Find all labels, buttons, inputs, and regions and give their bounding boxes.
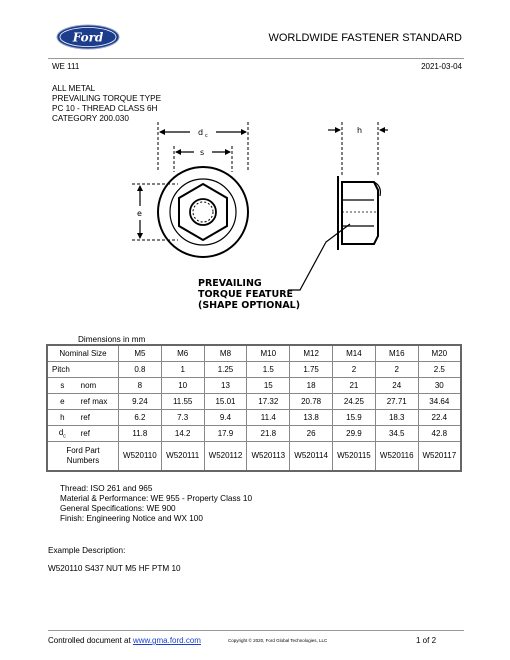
e-dimension-label: e	[137, 209, 142, 218]
feature-label-line: (SHAPE OPTIONAL)	[198, 300, 301, 311]
table-cell: 10	[161, 378, 204, 394]
row-sublabel: ref max	[77, 394, 119, 410]
spec-line: Finish: Engineering Notice and WX 100	[60, 514, 203, 523]
part-label-line: Ford Part	[66, 446, 100, 455]
table-cell: 21.8	[247, 426, 290, 442]
feature-label-line: TORQUE FEATURE	[198, 289, 294, 300]
dimensions-caption: Dimensions in mm	[78, 335, 146, 344]
table-cell: 8	[118, 378, 161, 394]
size-header: M16	[375, 345, 418, 362]
footer-divider	[48, 630, 464, 631]
row-label: s	[47, 378, 77, 394]
size-header: M6	[161, 345, 204, 362]
example-heading: Example Description:	[48, 546, 126, 555]
issue-date: 2021-03-04	[421, 62, 462, 71]
table-cell: 1.25	[204, 362, 247, 378]
description-line: CATEGORY 200.030	[52, 114, 129, 123]
size-header: M12	[290, 345, 333, 362]
row-label	[47, 426, 77, 442]
s-dimension-label: s	[200, 148, 205, 157]
table-cell: 1.5	[247, 362, 290, 378]
header-divider	[48, 58, 464, 59]
table-cell: 13.8	[290, 410, 333, 426]
table-row	[47, 362, 461, 378]
part-numbers-label	[47, 442, 118, 472]
nut-description	[52, 84, 161, 124]
table-cell: 26	[290, 426, 333, 442]
row-sublabel: ref	[77, 410, 119, 426]
side-view	[288, 122, 388, 290]
table-cell: 0.8	[118, 362, 161, 378]
table-cell: 17.9	[204, 426, 247, 442]
table-cell: 2	[375, 362, 418, 378]
table-cell: 24.25	[333, 394, 376, 410]
gma-link[interactable]: www.gma.ford.com	[132, 636, 201, 645]
table-cell: 18.3	[375, 410, 418, 426]
size-header: M10	[247, 345, 290, 362]
controlled-document-note	[48, 636, 201, 645]
row-label: h	[47, 410, 77, 426]
feature-label-line: PREVAILING	[198, 278, 262, 289]
description-line: PREVAILING TORQUE TYPE	[52, 94, 162, 103]
header-label: Nominal Size	[47, 345, 118, 362]
size-header: M14	[333, 345, 376, 362]
dc-dimension-label: d	[198, 128, 204, 137]
spec-line: General Specifications: WE 900	[60, 504, 176, 513]
h-dimension-label: h	[357, 126, 363, 135]
table-cell: 17.32	[247, 394, 290, 410]
table-cell: 15	[247, 378, 290, 394]
part-label-line: Numbers	[66, 456, 100, 465]
table-cell: 20.78	[290, 394, 333, 410]
part-number-cell: W520117	[418, 442, 461, 472]
dimensions-table	[46, 344, 462, 472]
table-cell: 2	[333, 362, 376, 378]
table-cell: 15.9	[333, 410, 376, 426]
table-row	[47, 426, 461, 442]
table-row	[47, 410, 461, 426]
description-line: ALL METAL	[52, 84, 96, 93]
row-label: e	[47, 394, 77, 410]
part-number-cell: W520112	[204, 442, 247, 472]
row-sublabel: nom	[77, 378, 119, 394]
table-cell: 2.5	[418, 362, 461, 378]
size-header: M20	[418, 345, 461, 362]
table-cell: 42.8	[418, 426, 461, 442]
part-number-cell: W520111	[161, 442, 204, 472]
size-header: M8	[204, 345, 247, 362]
table-row	[47, 378, 461, 394]
table-cell: 30	[418, 378, 461, 394]
table-cell: 24	[375, 378, 418, 394]
row-sublabel: ref	[77, 426, 119, 442]
table-cell: 1	[161, 362, 204, 378]
table-cell: 9.24	[118, 394, 161, 410]
table-header-row	[47, 345, 461, 362]
ford-logo	[56, 24, 120, 50]
table-cell: 14.2	[161, 426, 204, 442]
table-cell: 6.2	[118, 410, 161, 426]
table-cell: 7.3	[161, 410, 204, 426]
dc-symbol: d	[58, 427, 64, 437]
table-cell: 1.75	[290, 362, 333, 378]
size-header: M5	[118, 345, 161, 362]
table-cell: 27.71	[375, 394, 418, 410]
specifications	[60, 484, 252, 524]
example-value: W520110 S437 NUT M5 HF PTM 10	[48, 564, 181, 573]
spec-line: Thread: ISO 261 and 965	[60, 484, 153, 493]
top-view	[132, 122, 248, 257]
logo-text: Ford	[72, 30, 104, 45]
copyright: Copyright © 2020, Ford Global Technologies, LLC	[228, 638, 328, 643]
table-cell: 11.8	[118, 426, 161, 442]
part-number-cell: W520116	[375, 442, 418, 472]
part-number-cell: W520113	[247, 442, 290, 472]
controlled-prefix: Controlled document at	[48, 636, 133, 645]
nut-technical-drawing	[128, 120, 388, 316]
part-numbers-row	[47, 442, 461, 472]
table-row	[47, 394, 461, 410]
standard-id: WE 111	[52, 62, 80, 71]
table-cell: 13	[204, 378, 247, 394]
part-number-cell: W520115	[333, 442, 376, 472]
document-title: WORLDWIDE FASTENER STANDARD	[268, 32, 462, 44]
table-cell: 34.64	[418, 394, 461, 410]
dc-subscript: c	[205, 133, 208, 139]
table-cell: 15.01	[204, 394, 247, 410]
spec-line: Material & Performance: WE 955 - Property Class 10	[60, 494, 253, 503]
part-number-cell: W520114	[290, 442, 333, 472]
table-cell: 9.4	[204, 410, 247, 426]
table-cell: 34.5	[375, 426, 418, 442]
table-cell: 18	[290, 378, 333, 394]
table-cell: 11.4	[247, 410, 290, 426]
description-line: PC 10 - THREAD CLASS 6H	[52, 104, 158, 113]
dc-symbol-subscript: c	[63, 433, 66, 440]
row-label: Pitch	[47, 362, 118, 378]
part-number-cell: W520110	[118, 442, 161, 472]
table-cell: 22.4	[418, 410, 461, 426]
page-number: 1 of 2	[416, 636, 437, 645]
table-cell: 21	[333, 378, 376, 394]
table-cell: 29.9	[333, 426, 376, 442]
table-cell: 11.55	[161, 394, 204, 410]
